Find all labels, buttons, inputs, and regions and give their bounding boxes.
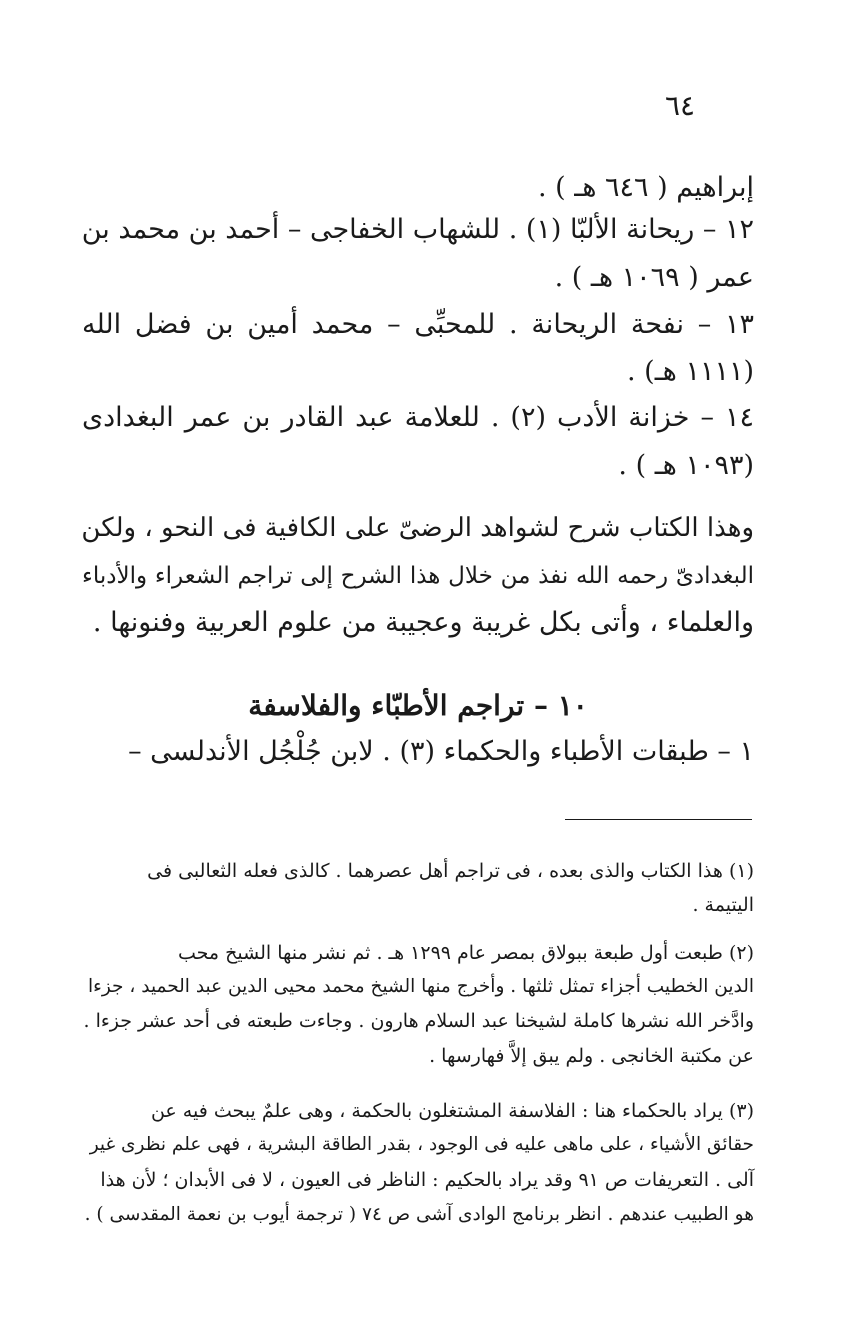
entry-line: (١٠٩٣ هـ ) .: [618, 450, 754, 481]
entry-line: ١ – طبقات الأطباء والحكماء (٣) . لابن جُلْجُل الأندلسى –: [128, 736, 754, 767]
footnote-line: حقائق الأشياء ، على ماهى عليه فى الوجود ، بقدر الطاقة البشرية ، فهى علم نظرى غير: [89, 1134, 754, 1155]
footnote-line: وادَّخر الله نشرها كاملة لشيخنا عبد السلام هارون . وجاءت طبعته فى أحد عشر جزءا .: [83, 1010, 754, 1032]
footnote-line: (١) هذا الكتاب والذى بعده ، فى تراجم أهل عصرهما . كالذى فعله الثعالبى فى: [147, 860, 754, 882]
footnote-line: عن مكتبة الخانجى . ولم يبق إلاَّ فهارسها .: [429, 1045, 754, 1067]
footnote-line: اليتيمة .: [692, 894, 754, 916]
entry-line: ١٤ – خزانة الأدب (٢) . للعلامة عبد القادر بن عمر البغدادى: [82, 402, 754, 433]
entry-line: إبراهيم ( ٦٤٦ هـ ) .: [538, 172, 754, 203]
entry-line: (١١١١ هـ) .: [627, 356, 754, 387]
footnote-line: آلى . التعريفات ص ٩١ وقد يراد بالحكيم : الناظر فى العيون ، لا فى الأبدان ؛ لأن هذا: [100, 1169, 754, 1191]
footnote-line: (٢) طبعت أول طبعة ببولاق بمصر عام ١٢٩٩ هـ . ثم نشر منها الشيخ محب: [178, 942, 754, 964]
footnote-line: هو الطبيب عندهم . انظر برنامج الوادى آشى ص ٧٤ ( ترجمة أيوب بن نعمة المقدسى ) .: [84, 1204, 754, 1225]
entry-line: ١٣ – نفحة الريحانة . للمحبِّى – محمد أمين بن فضل الله: [82, 309, 754, 340]
body-paragraph-line: والعلماء ، وأتى بكل غريبة وعجيبة من علوم العربية وفنونها .: [92, 607, 754, 638]
footnote-divider: [565, 819, 752, 820]
section-heading: ١٠ – تراجم الأطبّاء والفلاسفة: [248, 689, 588, 722]
entry-line: ١٢ – ريحانة الألبّا (١) . للشهاب الخفاجى – أحمد بن محمد بن: [81, 214, 754, 245]
body-paragraph-line: البغدادىّ رحمه الله نفذ من خلال هذا الشرح إلى تراجم الشعراء والأدباء: [82, 563, 754, 589]
footnote-line: (٣) يراد بالحكماء هنا : الفلاسفة المشتغلون بالحكمة ، وهى علمٌ يبحث فيه عن: [150, 1100, 754, 1122]
body-paragraph-line: وهذا الكتاب شرح لشواهد الرضىّ على الكافية فى النحو ، ولكن: [81, 513, 754, 543]
entry-line: عمر ( ١٠٦٩ هـ ) .: [554, 262, 754, 293]
footnote-line: الدين الخطيب أجزاء تمثل ثلثها . وأخرج منها الشيخ محمد محيى الدين عبد الحميد ، جزءا: [88, 976, 754, 997]
page-number: ٦٤: [664, 89, 696, 122]
